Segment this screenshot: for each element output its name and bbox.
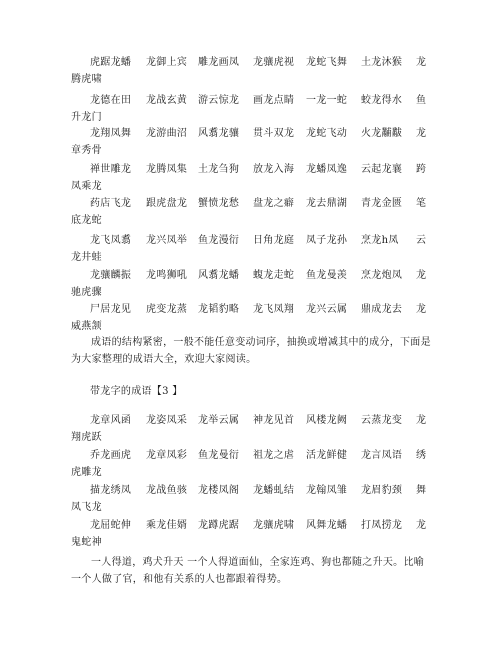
- idiom-cell: 龙姿凤采: [146, 415, 188, 426]
- idiom-cell: 龙蛇飞动: [306, 128, 348, 139]
- idiom-continuation: 凤乘龙: [71, 181, 102, 192]
- idiom-cell: 龙蟠凤逸: [306, 164, 348, 175]
- idiom-cell: 龙腾凤集: [146, 164, 188, 175]
- idiom-cell: 画龙点睛: [253, 95, 295, 106]
- idiom-cell: 凤子龙孙: [306, 235, 348, 246]
- idiom-cell: 龙翰凤雏: [306, 485, 348, 496]
- idiom-cell: 贯斗双龙: [253, 128, 295, 139]
- idiom-cell: 风翥龙蟠: [198, 270, 240, 281]
- idiom-row: [0, 267, 500, 301]
- idiom-row: [0, 232, 500, 266]
- idiom-cell: 龙章凤彩: [146, 450, 188, 461]
- idiom-cell: 游云惊龙: [198, 95, 240, 106]
- idiom-cell: 龙飞凤翔: [253, 304, 295, 315]
- idiom-cell: 日角龙庭: [253, 235, 295, 246]
- idiom-cell: 跨: [416, 164, 427, 175]
- idiom-cell: 龙蟠虬结: [253, 485, 295, 496]
- idiom-cell: 舞: [416, 485, 427, 496]
- idiom-cell: 龙骧麟振: [90, 270, 132, 281]
- idiom-cell: 龙: [416, 57, 427, 68]
- idiom-cell: 乔龙画虎: [90, 450, 132, 461]
- idiom-cell: 龙德在田: [90, 95, 132, 106]
- idiom-cell: 风翥龙骧: [198, 128, 240, 139]
- idiom-cell: 龙眉豹颈: [361, 485, 403, 496]
- explanation-paragraph: 一人得道，鸡犬升天 一个人得道面仙，全家连鸡、狗也都随之升天。比喻一个人做了官，和他有关系的人也都跟着得势。: [71, 557, 425, 585]
- idiom-row: [0, 412, 500, 446]
- idiom-continuation: 章秀骨: [71, 145, 102, 156]
- idiom-row: [0, 482, 500, 516]
- idiom-row: [0, 447, 500, 481]
- intro-paragraph: 成语的结构紧密，一般不能任意变动词序，抽换或增减其中的成分，下面是为大家整理的成语大全，欢迎大家阅读。: [71, 337, 431, 365]
- idiom-cell: 龙战玄黄: [146, 95, 188, 106]
- idiom-cell: 龙屈蛇伸: [90, 520, 132, 531]
- idiom-cell: 虎变龙蒸: [146, 304, 188, 315]
- idiom-cell: 尸居龙见: [90, 304, 132, 315]
- idiom-cell: 活龙鲜健: [306, 450, 348, 461]
- idiom-row: [0, 161, 500, 195]
- idiom-continuation: 底龙蛇: [71, 215, 102, 226]
- idiom-cell: 龙骧虎视: [253, 57, 295, 68]
- idiom-row: [0, 54, 500, 88]
- idiom-cell: 龙: [416, 415, 427, 426]
- idiom-cell: 风舞龙蟠: [306, 520, 348, 531]
- section-heading: 带龙字的成语【3 】: [90, 386, 183, 397]
- idiom-row: [0, 517, 500, 551]
- idiom-cell: 龙去鼎湖: [306, 198, 348, 209]
- idiom-cell: 祖龙之虐: [253, 450, 295, 461]
- idiom-cell: 鱼: [416, 95, 427, 106]
- idiom-cell: 龙: [416, 128, 427, 139]
- idiom-cell: 鱼龙曼羡: [306, 270, 348, 281]
- idiom-cell: 盘龙之癖: [253, 198, 295, 209]
- idiom-cell: 打凤捞龙: [361, 520, 403, 531]
- idiom-cell: 禅世雕龙: [90, 164, 132, 175]
- idiom-row: [0, 92, 500, 126]
- idiom-cell: 龙举云属: [198, 415, 240, 426]
- idiom-cell: 药店飞龙: [90, 198, 132, 209]
- idiom-continuation: 鬼蛇神: [71, 537, 102, 548]
- idiom-continuation: 凤飞龙: [71, 502, 102, 513]
- idiom-continuation: 驰虎骤: [71, 287, 102, 298]
- idiom-cell: 笔: [416, 198, 427, 209]
- idiom-cell: 鼎成龙去: [361, 304, 403, 315]
- idiom-cell: 龙: [416, 520, 427, 531]
- idiom-cell: 龙战鱼骇: [146, 485, 188, 496]
- idiom-cell: 龙章风函: [90, 415, 132, 426]
- idiom-cell: 虎踞龙蟠: [90, 57, 132, 68]
- idiom-row: [0, 125, 500, 159]
- idiom-cell: 云蒸龙变: [361, 415, 403, 426]
- idiom-cell: 青龙金匮: [361, 198, 403, 209]
- idiom-cell: 火龙黼黻: [361, 128, 403, 139]
- idiom-cell: 跟虎盘龙: [146, 198, 188, 209]
- idiom-cell: 龙言凤语: [361, 450, 403, 461]
- idiom-continuation: 威燕颔: [71, 321, 102, 332]
- idiom-continuation: 虎雕龙: [71, 467, 102, 478]
- idiom-cell: 一龙一蛇: [306, 95, 348, 106]
- idiom-cell: 云起龙襄: [361, 164, 403, 175]
- idiom-cell: 鱼龙漫衍: [198, 235, 240, 246]
- idiom-cell: 云: [416, 235, 427, 246]
- idiom-cell: 龙蛇飞舞: [306, 57, 348, 68]
- idiom-cell: 雕龙画凤: [198, 57, 240, 68]
- idiom-cell: 土龙刍狗: [198, 164, 240, 175]
- idiom-cell: 风楼龙阙: [306, 415, 348, 426]
- idiom-cell: 龙兴凤举: [146, 235, 188, 246]
- idiom-cell: 龙骧虎啸: [253, 520, 295, 531]
- idiom-cell: 龙兴云属: [306, 304, 348, 315]
- idiom-cell: 龙翔凤舞: [90, 128, 132, 139]
- idiom-cell: 龙鸣狮吼: [146, 270, 188, 281]
- idiom-cell: 蛟龙得水: [361, 95, 403, 106]
- idiom-row: [0, 195, 500, 229]
- idiom-cell: 放龙入海: [253, 164, 295, 175]
- idiom-cell: 烹龙h凤: [361, 235, 399, 246]
- idiom-cell: 龙楼凤阁: [198, 485, 240, 496]
- idiom-cell: 土龙沐猴: [361, 57, 403, 68]
- idiom-cell: 蝮龙走蛇: [253, 270, 295, 281]
- idiom-cell: 烹龙炮凤: [361, 270, 403, 281]
- idiom-cell: 龙: [416, 304, 427, 315]
- idiom-cell: 绣: [416, 450, 427, 461]
- idiom-cell: 龙韬豹略: [198, 304, 240, 315]
- idiom-cell: 龙御上宾: [146, 57, 188, 68]
- idiom-cell: 鱼龙曼衍: [198, 450, 240, 461]
- idiom-continuation: 升龙门: [71, 112, 102, 123]
- idiom-cell: 描龙绣凤: [90, 485, 132, 496]
- idiom-cell: 龙: [416, 270, 427, 281]
- idiom-continuation: 腾虎啸: [71, 74, 102, 85]
- idiom-cell: 龙蹲虎踞: [198, 520, 240, 531]
- idiom-continuation: 龙井蛙: [71, 252, 102, 263]
- idiom-cell: 乘龙佳婿: [146, 520, 188, 531]
- idiom-cell: 龙游曲沼: [146, 128, 188, 139]
- idiom-cell: 蟹愤龙愁: [198, 198, 240, 209]
- idiom-cell: 神龙见首: [253, 415, 295, 426]
- idiom-continuation: 翔虎跃: [71, 432, 102, 443]
- idiom-row: [0, 301, 500, 335]
- idiom-cell: 龙飞凤翥: [90, 235, 132, 246]
